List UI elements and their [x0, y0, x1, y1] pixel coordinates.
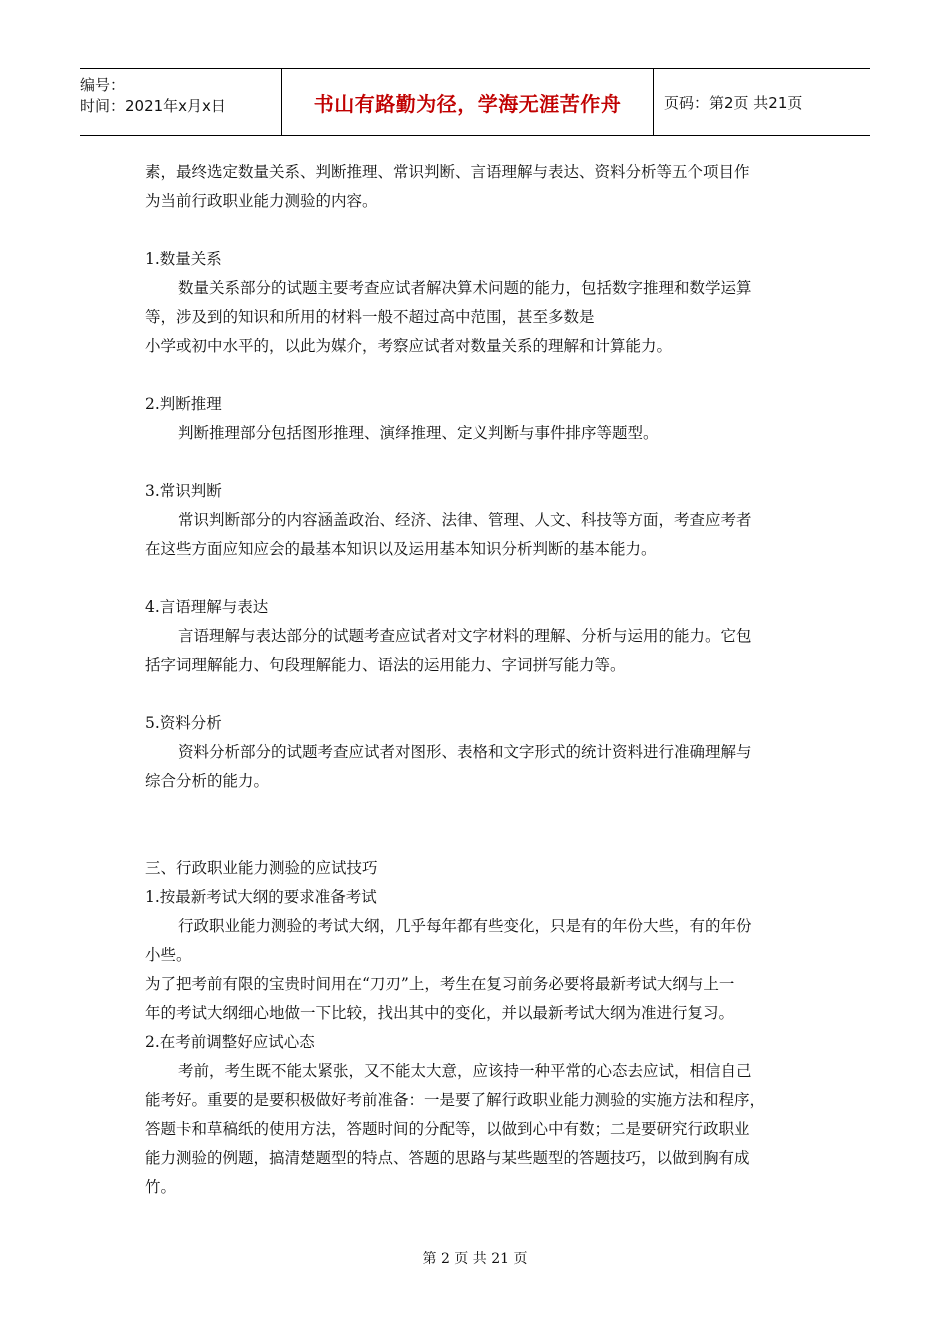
paragraph-line: 言语理解与表达部分的试题考查应试者对文字材料的理解、分析与运用的能力。它包: [178, 627, 752, 645]
paragraph-line: 常识判断部分的内容涵盖政治、经济、法律、管理、人文、科技等方面，考查应考者: [178, 511, 752, 529]
paragraph-line: 能考好。重要的是要积极做好考前准备：一是要了解行政职业能力测验的实施方法和程序，: [145, 1091, 766, 1109]
document-body: [145, 158, 805, 1202]
section-heading: 3.常识判断: [145, 482, 222, 500]
page-footer: 第 2 页 共 21 页: [422, 1251, 528, 1267]
paragraph-line: 为了把考前有限的宝贵时间用在“刀刃”上，考生在复习前务必要将最新考试大纲与上一: [145, 975, 735, 993]
paragraph-line: 行政职业能力测验的考试大纲，几乎每年都有些变化，只是有的年份大些，有的年份: [178, 917, 752, 935]
header-motto: 书山有路勤为径，学海无涯苦作舟: [282, 69, 654, 135]
paragraph-line: 能力测验的例题，搞清楚题型的特点、答题的思路与某些题型的答题技巧，以做到胸有成: [145, 1149, 750, 1167]
section-heading: 4.言语理解与表达: [145, 598, 269, 616]
paragraph-line: 括字词理解能力、句段理解能力、语法的运用能力、字词拼写能力等。: [145, 656, 626, 674]
page-header: [80, 68, 870, 136]
paragraph-line: 答题卡和草稿纸的使用方法，答题时间的分配等，以做到心中有数；二是要研究行政职业: [145, 1120, 750, 1138]
paragraph-line: 考前，考生既不能太紧张，又不能太大意，应该持一种平常的心态去应试，相信自己: [178, 1062, 752, 1080]
section-heading: 2.在考前调整好应试心态: [145, 1033, 315, 1051]
paragraph-line: 资料分析部分的试题考查应试者对图形、表格和文字形式的统计资料进行准确理解与: [178, 743, 752, 761]
paragraph-line: 综合分析的能力。: [145, 772, 270, 790]
section-heading: 1.按最新考试大纲的要求准备考试: [145, 888, 377, 906]
paragraph-line: 数量关系部分的试题主要考查应试者解决算术问题的能力，包括数字推理和数学运算: [178, 279, 752, 297]
paragraph-line: 等，涉及到的知识和所用的材料一般不超过高中范围，甚至多数是: [145, 308, 595, 326]
chapter-heading: 三、行政职业能力测验的应试技巧: [145, 859, 378, 877]
document-time-label: 时间：2021年x月x日: [80, 97, 226, 115]
paragraph-line: 竹。: [145, 1178, 177, 1196]
paragraph-line: 素，最终选定数量关系、判断推理、常识判断、言语理解与表达、资料分析等五个项目作: [145, 163, 750, 181]
paragraph-line: 判断推理部分包括图形推理、演绎推理、定义判断与事件排序等题型。: [178, 424, 659, 442]
header-meta-cell: [80, 69, 282, 135]
paragraph-line: 在这些方面应知应会的最基本知识以及运用基本知识分析判断的基本能力。: [145, 540, 657, 558]
section-heading: 5.资料分析: [145, 714, 222, 732]
header-page-info: 页码：第2页 共21页: [664, 93, 803, 112]
section-heading: 2.判断推理: [145, 395, 222, 413]
paragraph-line: 小些。: [145, 946, 192, 964]
paragraph-line: 年的考试大纲细心地做一下比较，找出其中的变化，并以最新考试大纲为准进行复习。: [145, 1004, 735, 1022]
section-heading: 1.数量关系: [145, 250, 222, 268]
paragraph-line: 为当前行政职业能力测验的内容。: [145, 192, 378, 210]
document-number-label: 编号：: [80, 76, 126, 94]
paragraph-line: 小学或初中水平的，以此为媒介，考察应试者对数量关系的理解和计算能力。: [145, 337, 673, 355]
